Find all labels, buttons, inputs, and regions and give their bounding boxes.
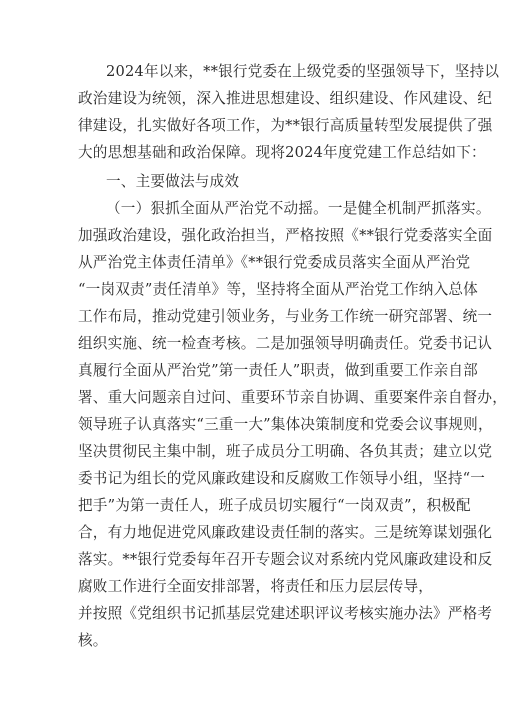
body-line: 加强政治建设，强化政治担当，严格按照《**银行党委落实全面 (78, 227, 493, 244)
body-line: （一）狠抓全面从严治党不动摇。一是健全机制严抓落实。 (106, 200, 491, 217)
body-line: 领导班子认真落实“三重一大”集体决策制度和党委会议事规则， (78, 416, 493, 433)
body-line: 核。 (78, 632, 108, 649)
body-line: 把手”为第一责任人，班子成员切实履行“一岗双责”，积极配 (78, 497, 471, 514)
body-line: 工作布局，推动党建引领业务，与业务工作统一研究部署、统一 (78, 308, 493, 325)
document-page (78, 58, 507, 654)
body-line: “一岗双责”责任清单》等，坚持将全面从严治党工作纳入总体 (78, 281, 478, 298)
body-line: 并按照《党组织书记抓基层党建述职评议考核实施办法》严格考 (78, 605, 493, 622)
intro-line: 2024年以来，**银行党委在上级党委的坚强领导下，坚持以 (106, 63, 500, 80)
section-heading: 一、主要做法与成效 (106, 173, 240, 190)
body-paragraph (78, 195, 507, 654)
body-line: 组织实施、统一检查考核。二是加强领导明确责任。党委书记认 (78, 335, 493, 352)
intro-line: 政治建设为统领，深入推进思想建设、组织建设、作风建设、纪 (78, 90, 493, 107)
body-line: 真履行全面从严治党”第一责任人”职责，做到重要工作亲自部 (78, 362, 478, 379)
body-line: 合，有力地促进党风廉政建设责任制的落实。三是统筹谋划强化 (78, 524, 493, 541)
body-line: 从严治党主体责任清单》《**银行党委成员落实全面从严治党 (78, 254, 471, 271)
body-line: 署、重大问题亲自过问、重要环节亲自协调、重要案件亲自督办， (78, 389, 507, 406)
intro-line: 大的思想基础和政治保障。现将2024年度党建工作总结如下： (78, 144, 486, 161)
intro-line: 律建设，扎实做好各项工作，为**银行高质量转型发展提供了强 (78, 117, 493, 134)
body-line: 委书记为组长的党风廉政建设和反腐败工作领导小组，坚持“一 (78, 470, 486, 487)
body-line: 腐败工作进行全面安排部署，将责任和压力层层传导， (78, 578, 434, 595)
body-line: 坚决贯彻民主集中制，班子成员分工明确、各负其责；建立以党 (78, 443, 493, 460)
intro-paragraph (78, 58, 500, 166)
body-line: 落实。**银行党委每年召开专题会议对系统内党风廉政建设和反 (78, 551, 493, 568)
